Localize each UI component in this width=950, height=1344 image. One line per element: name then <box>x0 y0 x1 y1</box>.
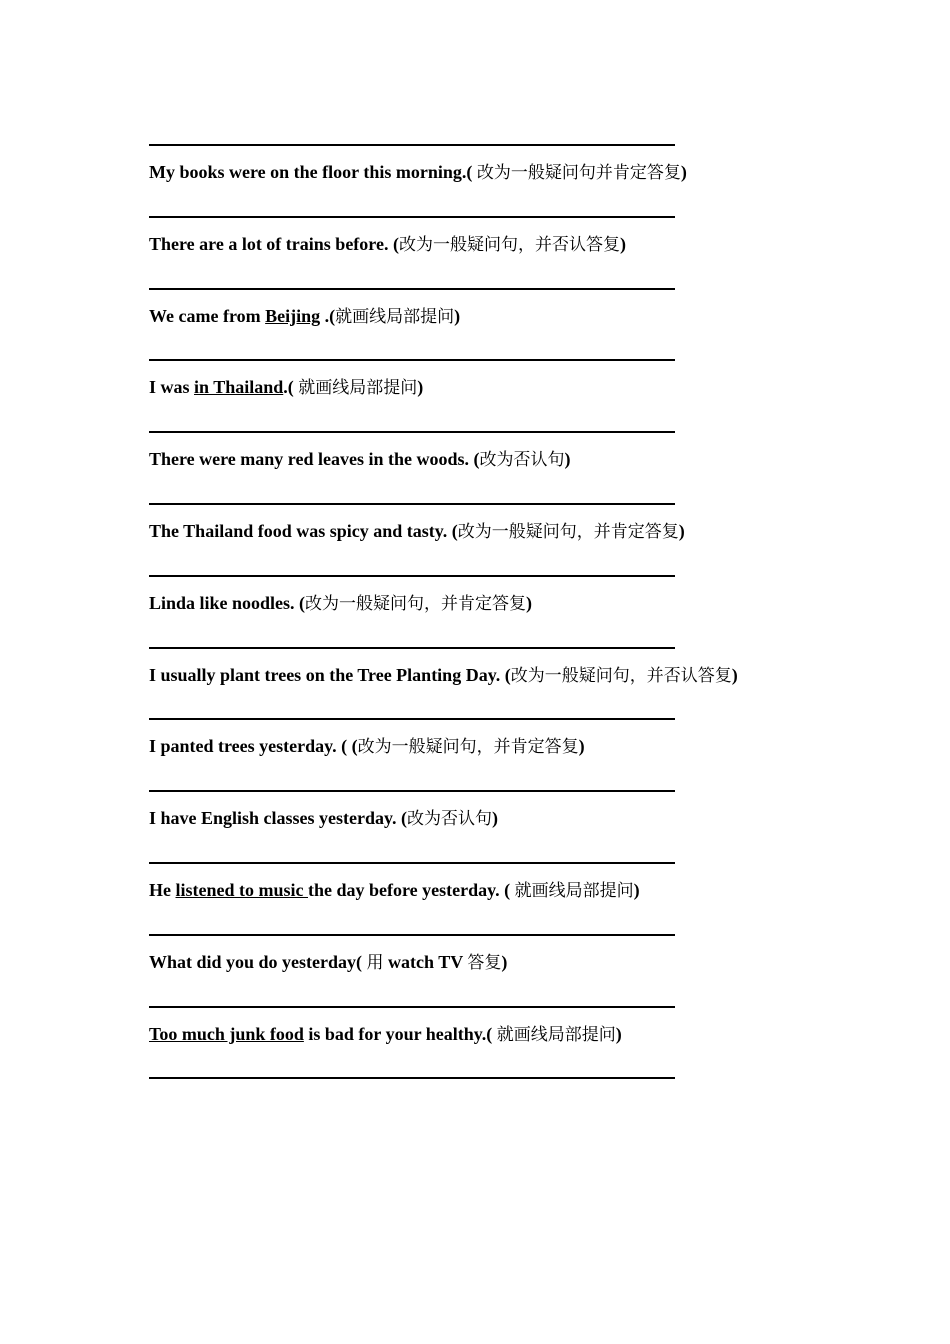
question-text: is bad for your healthy.( <box>303 1024 497 1044</box>
question-text: .( <box>283 377 299 397</box>
answer-line[interactable] <box>149 790 675 792</box>
question <box>149 376 423 399</box>
underlined-phrase: listened to music <box>175 880 308 900</box>
question-text: I usually plant trees on the Tree Planting Day. ( <box>149 665 511 685</box>
answer-line[interactable] <box>149 1077 675 1079</box>
question <box>149 448 570 471</box>
instruction-text: 改为一般疑问句并肯定答复 <box>476 163 681 183</box>
instruction-text: 改为一般疑问句，并肯定答复 <box>457 522 679 542</box>
question-text: I have English classes yesterday. ( <box>149 808 408 828</box>
question <box>149 735 585 758</box>
question <box>149 951 507 974</box>
answer-line[interactable] <box>149 934 675 936</box>
question <box>149 592 532 615</box>
instruction-text: 改为一般疑问句，并否认答复 <box>398 235 620 255</box>
question <box>149 1023 622 1046</box>
question-text: ) <box>578 736 585 756</box>
instruction-text: 就画线局部提问 <box>298 378 418 398</box>
answer-line[interactable] <box>149 288 675 290</box>
instruction-text: 改为否认句 <box>479 450 565 470</box>
question-text: ) <box>633 880 640 900</box>
question-text: ) <box>615 1024 622 1044</box>
instruction-text: 改为一般疑问句，并肯定答复 <box>357 737 579 757</box>
question-text: ) <box>417 377 424 397</box>
question-text: watch TV <box>383 952 468 972</box>
question-text: He <box>149 880 176 900</box>
question-text: I panted trees yesterday. ( ( <box>149 736 358 756</box>
underlined-phrase: Beijing <box>265 306 321 326</box>
question-text: ) <box>680 162 687 182</box>
answer-line[interactable] <box>149 144 675 146</box>
question <box>149 664 738 687</box>
underlined-phrase: in Thailand <box>194 377 284 397</box>
instruction-text: 改为一般疑问句，并否认答复 <box>510 666 732 686</box>
question-text: There are a lot of trains before. ( <box>149 234 399 254</box>
question-text: ) <box>564 449 571 469</box>
question-text: Linda like noodles. ( <box>149 593 306 613</box>
question-text: ) <box>526 593 533 613</box>
question <box>149 233 626 256</box>
question-text: We came from <box>149 306 266 326</box>
answer-line[interactable] <box>149 431 675 433</box>
instruction-text: 就画线局部提问 <box>335 307 455 327</box>
instruction-text: 改为一般疑问句，并肯定答复 <box>305 594 527 614</box>
answer-line[interactable] <box>149 359 675 361</box>
answer-line[interactable] <box>149 503 675 505</box>
question <box>149 807 498 830</box>
underlined-phrase: Too much junk food <box>149 1024 304 1044</box>
instruction-text: 改为否认句 <box>407 809 493 829</box>
answer-line[interactable] <box>149 216 675 218</box>
instruction-text: 用 <box>366 953 384 973</box>
question-text: the day before yesterday. ( <box>308 880 515 900</box>
question-text: ) <box>492 808 499 828</box>
question-text: .( <box>320 306 336 326</box>
question <box>149 161 687 184</box>
question-text: The Thailand food was spicy and tasty. ( <box>149 521 458 541</box>
question-text: My books were on the floor this morning.( <box>149 162 477 182</box>
question-text: ) <box>501 952 508 972</box>
question <box>149 879 640 902</box>
question-text: ) <box>731 665 738 685</box>
question-text: ) <box>454 306 461 326</box>
answer-line[interactable] <box>149 575 675 577</box>
question-text: There were many red leaves in the woods. ( <box>149 449 480 469</box>
answer-line[interactable] <box>149 718 675 720</box>
question-text: I was <box>149 377 195 397</box>
instruction-text: 答复 <box>467 953 502 973</box>
question-text: ) <box>678 521 685 541</box>
question <box>149 520 685 543</box>
question-text: ) <box>619 234 626 254</box>
answer-line[interactable] <box>149 647 675 649</box>
question-text: What did you do yesterday( <box>149 952 367 972</box>
instruction-text: 就画线局部提问 <box>496 1025 616 1045</box>
answer-line[interactable] <box>149 1006 675 1008</box>
instruction-text: 就画线局部提问 <box>514 881 634 901</box>
question <box>149 305 460 328</box>
answer-line[interactable] <box>149 862 675 864</box>
